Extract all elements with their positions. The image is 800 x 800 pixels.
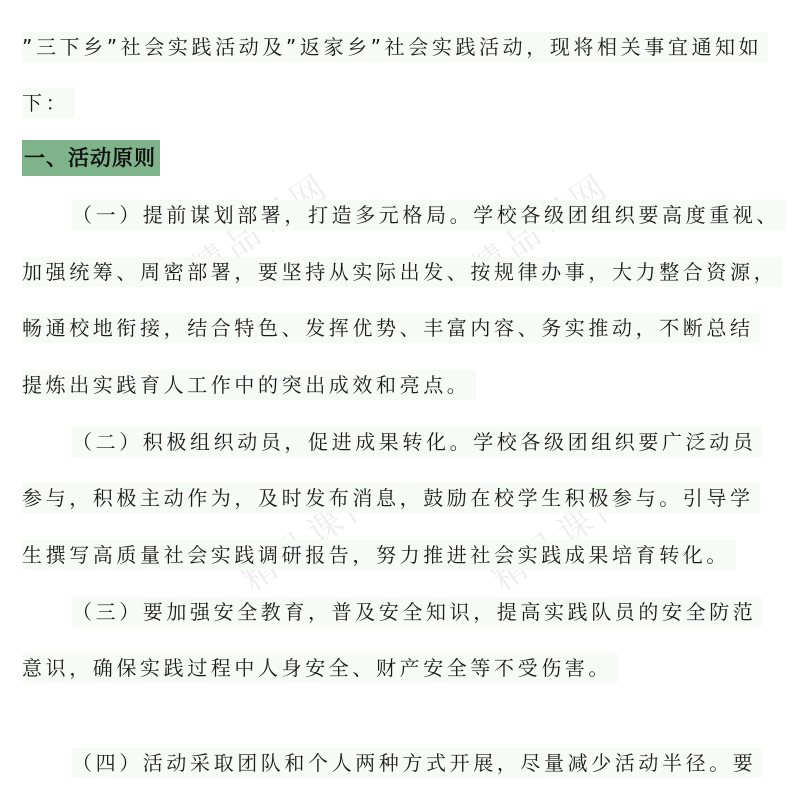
paragraph-line: （四）活动采取团队和个人两种方式开展，尽量减少活动半径。要	[72, 748, 762, 778]
watermark: 精品课网	[234, 474, 389, 600]
paragraph-line: （一）提前谋划部署，打造多元格局。学校各级团组织要高度重视、	[72, 200, 786, 230]
paragraph-line: （三）要加强安全教育，普及安全知识，提高实践队员的安全防范	[72, 597, 762, 627]
paragraph-line: 加强统筹、周密部署，要坚持从实际出发、按规律办事，大力整合资源，	[22, 257, 783, 287]
watermark: 精品课网	[484, 474, 639, 600]
intro-line: ”三下乡”社会实践活动及”返家乡”社会实践活动，现将相关事宜通知如	[22, 32, 768, 62]
paragraph-line: 畅通校地衔接，结合特色、发挥优势、丰富内容、务实推动，不断总结	[22, 313, 760, 343]
section-heading: 一、活动原则	[22, 140, 160, 176]
paragraph-line: （二）积极组织动员，促进成果转化。学校各级团组织要广泛动员	[72, 427, 762, 457]
paragraph-line: 意识，确保实践过程中人身安全、财产安全等不受伤害。	[22, 653, 618, 683]
paragraph-line: 生撰写高质量社会实践调研报告，努力推进社会实践成果培育转化。	[22, 540, 736, 570]
paragraph-line: 参与，积极主动作为，及时发布消息，鼓励在校学生积极参与。引导学	[22, 483, 760, 513]
intro-line: 下：	[22, 88, 75, 118]
paragraph-line: 提炼出实践育人工作中的突出成效和亮点。	[22, 370, 476, 400]
